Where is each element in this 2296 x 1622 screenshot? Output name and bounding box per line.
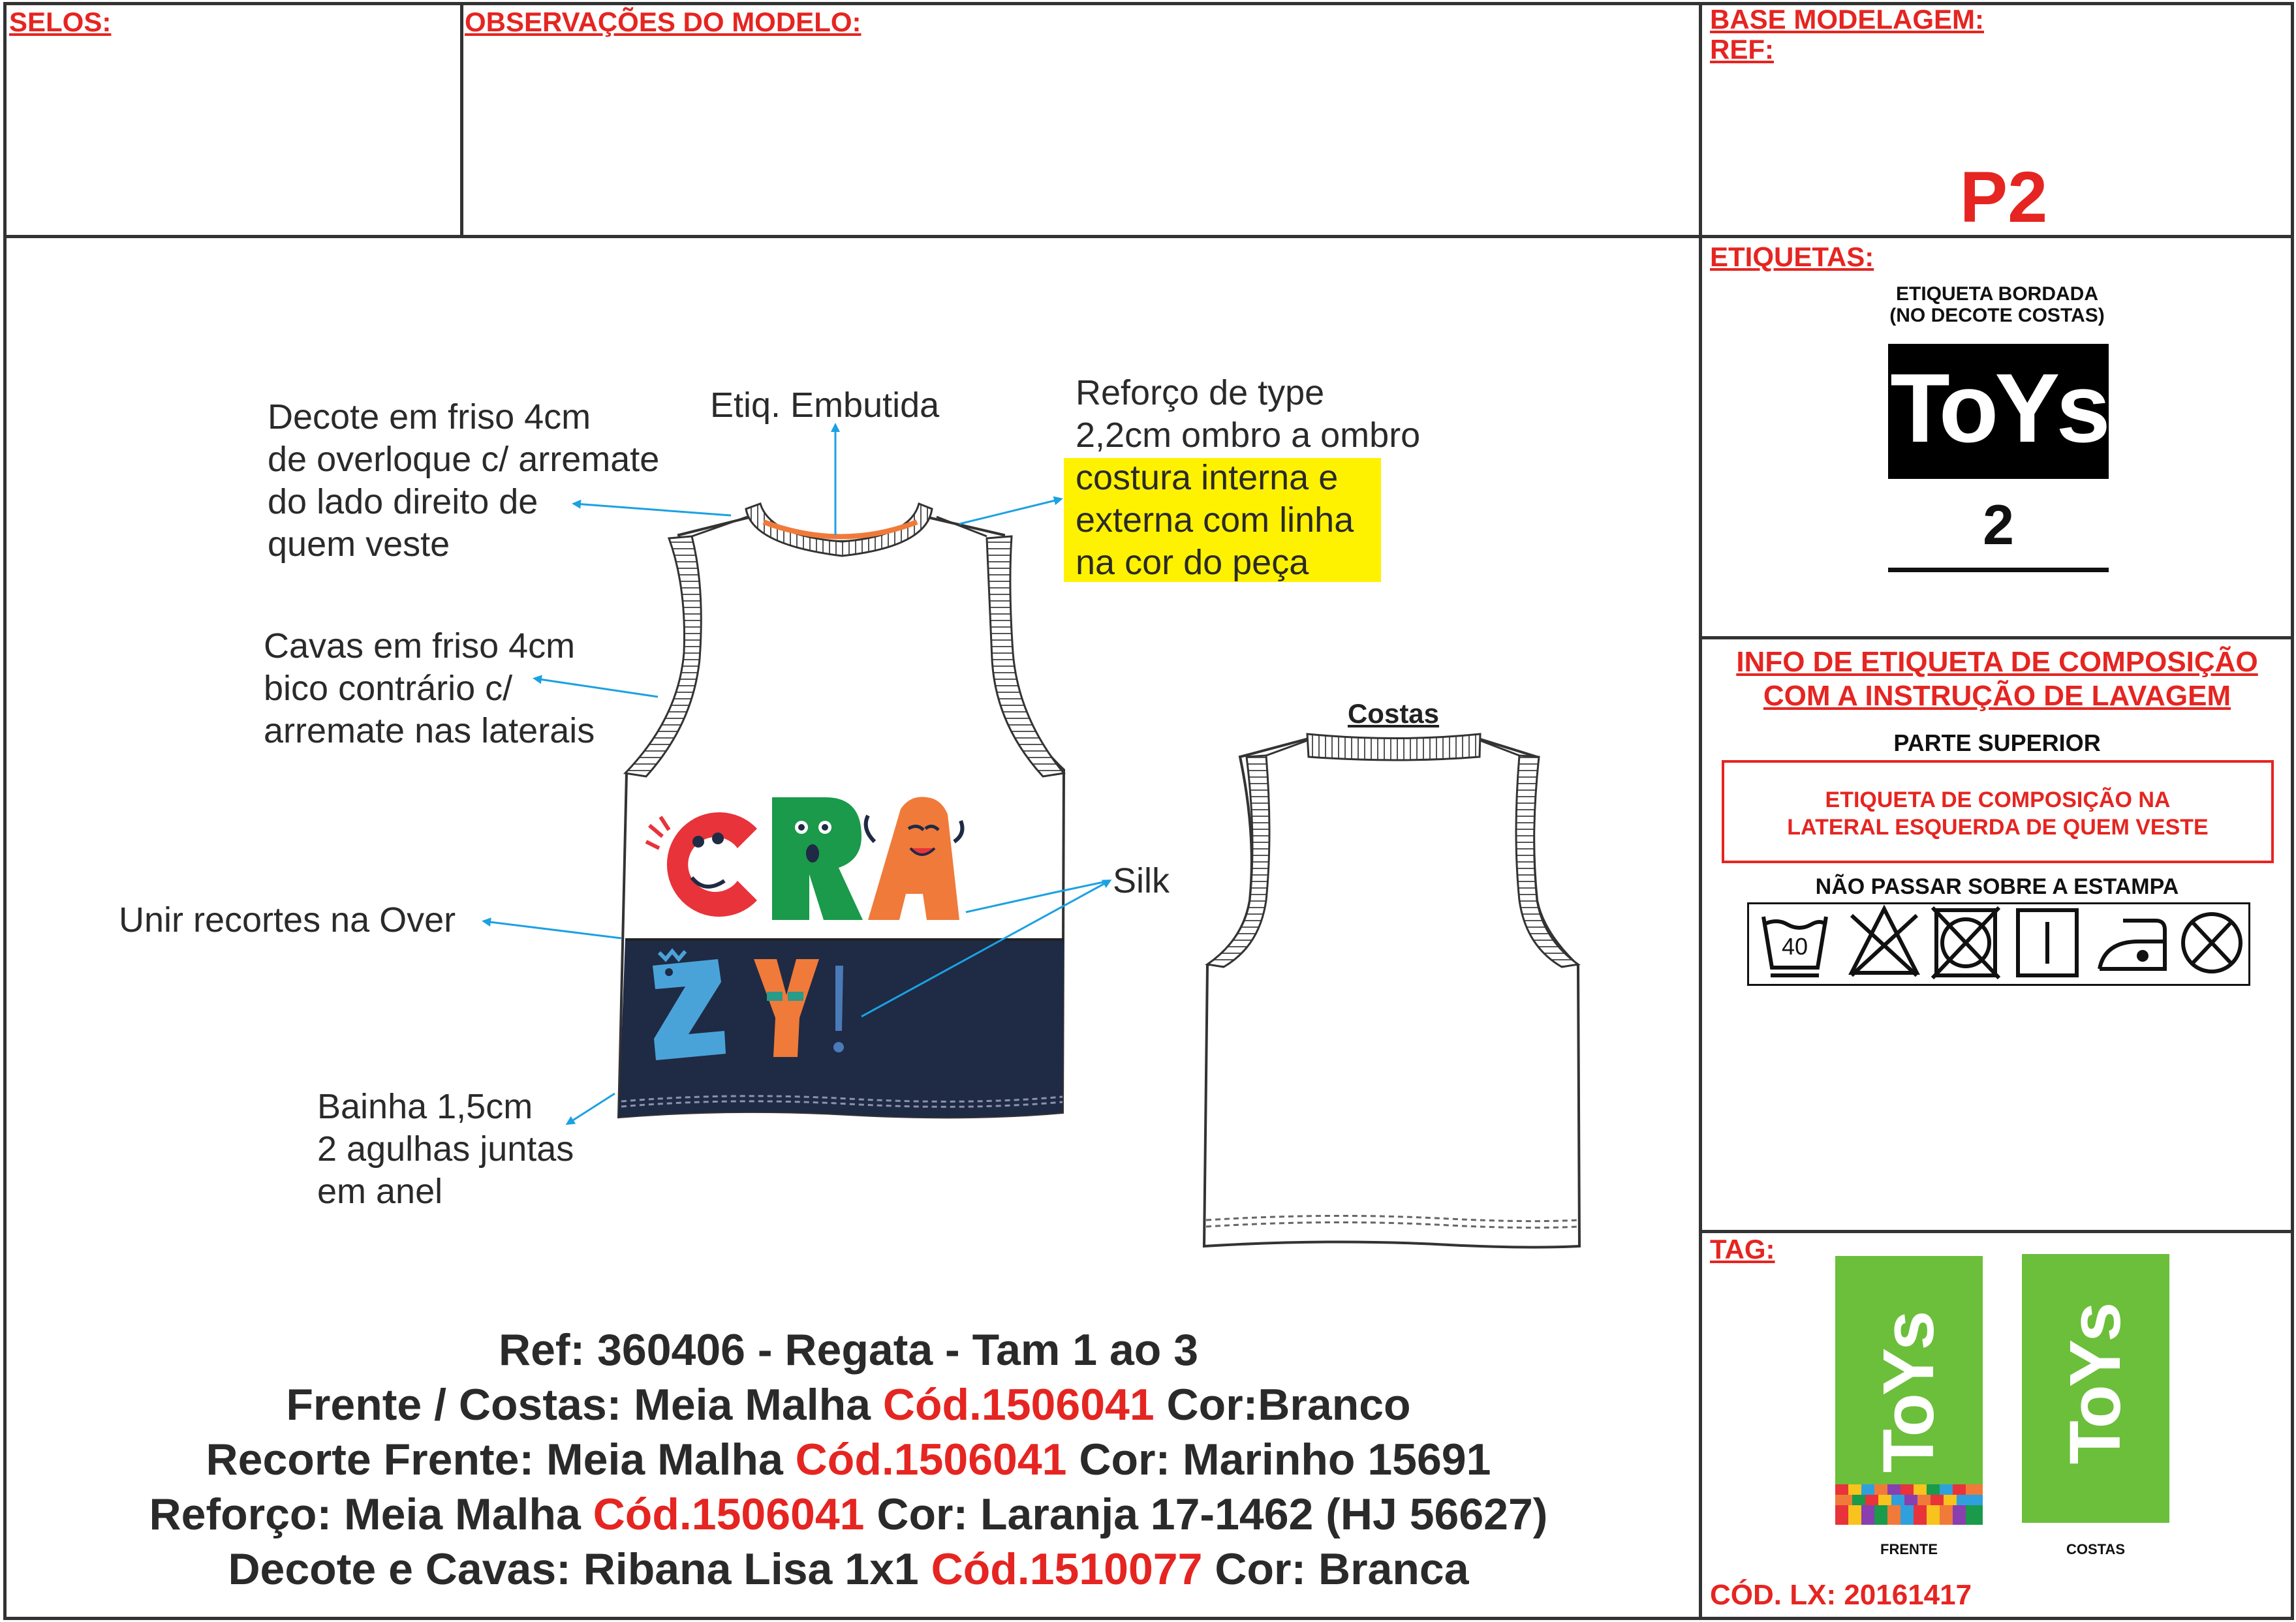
nao-passar-label: NÃO PASSAR SOBRE A ESTAMPA [1815,874,2179,899]
reforco-highlight-3: na cor do peça [1076,543,1309,582]
base-modelagem-label: BASE MODELAGEM: [1710,4,1984,35]
costas-label: Costas [1347,698,1440,729]
observacoes-label: OBSERVAÇÕES DO MODELO: [465,7,861,37]
embroidered-size-number: 2 [1983,494,2014,557]
spec-line-4: Reforço: Meia Malha Cód.1506041 Cor: Laranja 17-1462 (HJ 56627) [149,1490,1548,1539]
tag-front-caption: FRENTE [1880,1541,1938,1557]
reforco-highlight-1: costura interna e [1076,458,1339,497]
cod-lx: CÓD. LX: 20161417 [1710,1579,1972,1611]
tag-front [1835,1256,1983,1525]
spec-line-5: Decote e Cavas: Ribana Lisa 1x1 Cód.1510077 Cor: Branca [228,1544,1469,1594]
tag-front-color-blocks [1835,1484,1983,1525]
no-bleach-icon [1852,909,1917,975]
tag-back [2022,1254,2169,1523]
tag-label: TAG: [1710,1234,1775,1264]
bainha-annotation: Bainha 1,5cm 2 agulhas juntas em anel [317,1087,574,1211]
no-dry-clean-icon [2183,914,2241,972]
back-tank-top [1204,734,1579,1247]
etiqueta-bordada-line2: (NO DECOTE COSTAS) [1889,305,2105,326]
iron-low-icon [2100,921,2165,969]
size-code: P2 [1959,157,2048,237]
tag-back-logo: ToYs [2055,1304,2135,1465]
tag-cell [1699,1230,2294,1620]
care-symbols [1747,902,2250,986]
composicao-title-1: INFO DE ETIQUETA DE COMPOSIÇÃO [1736,646,2258,678]
spec-line-2: Frente / Costas: Meia Malha Cód.1506041 Cor:Branco [286,1380,1411,1430]
spec-line-1: Ref: 360406 - Regata - Tam 1 ao 3 [498,1325,1199,1375]
wash-temp: 40 [1781,933,1808,960]
composicao-box-line2: LATERAL ESQUERDA DE QUEM VESTE [1787,815,2209,840]
ref-label: REF: [1710,34,1774,65]
decote-annotation: Decote em friso 4cm de overloque c/ arremate do lado direito de quem veste [268,397,660,564]
embroidered-logo-text: ToYs [1890,353,2107,463]
reforco-annotation-1: Reforço de type [1076,373,1325,412]
cavas-annotation: Cavas em friso 4cm bico contrário c/ arremate nas laterais [264,626,595,750]
silk-annotation: Silk [1113,861,1170,900]
back-neck-rib [1307,734,1480,760]
tag-back-caption: COSTAS [2066,1541,2126,1557]
reforco-annotation-2: 2,2cm ombro a ombro [1076,416,1421,455]
selos-label: SELOS: [9,7,112,37]
tag-front-logo: ToYs [1869,1313,1949,1473]
parte-superior: PARTE SUPERIOR [1893,729,2101,756]
spec-line-3: Recorte Frente: Meia Malha Cód.1506041 Cor: Marinho 15691 [206,1435,1491,1484]
reforco-highlight-2: externa com linha [1076,500,1354,540]
no-tumble-dry-icon [1932,908,1999,978]
composicao-title-2: COM A INSTRUÇÃO DE LAVAGEM [1763,680,2231,712]
etiquetas-label: ETIQUETAS: [1710,241,1874,272]
unir-annotation: Unir recortes na Over [119,900,456,940]
composicao-box-line1: ETIQUETA DE COMPOSIÇÃO NA [1825,788,2171,812]
etiq-embutida-annotation: Etiq. Embutida [710,386,940,425]
size-underline [1888,568,2109,572]
line-dry-icon [2018,910,2077,975]
etiqueta-bordada-line1: ETIQUETA BORDADA [1896,283,2098,305]
